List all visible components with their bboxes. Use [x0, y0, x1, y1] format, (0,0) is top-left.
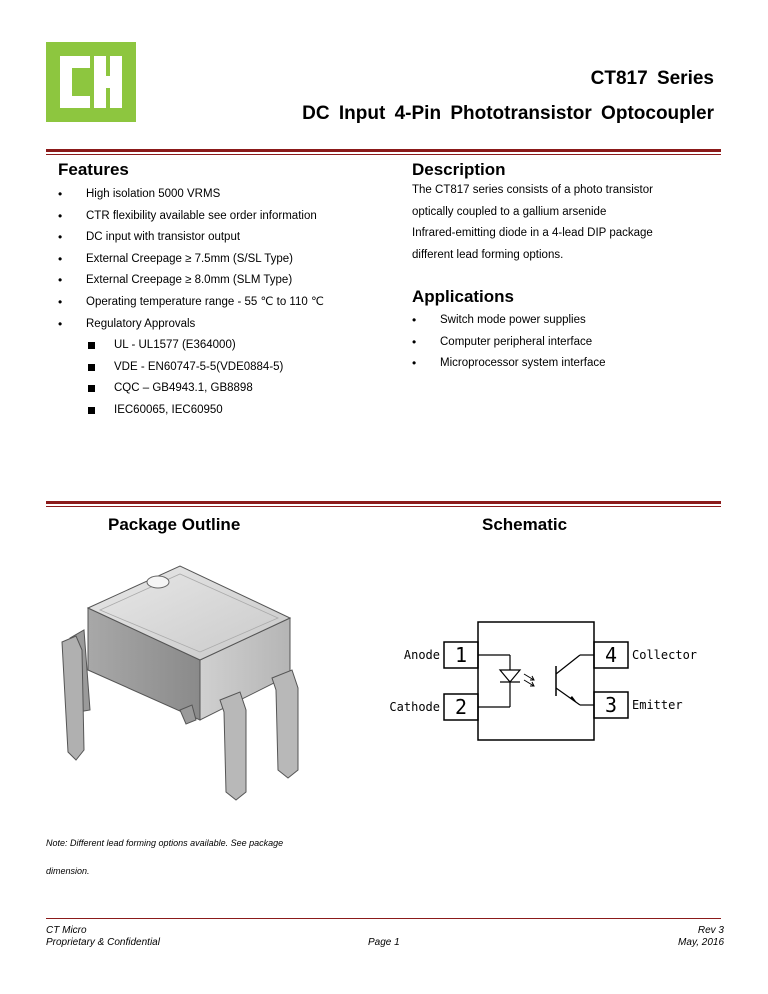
list-item: • High isolation 5000 VRMS — [58, 187, 221, 201]
list-item: IEC60065, IEC60950 — [74, 400, 394, 422]
description-heading: Description — [412, 160, 506, 179]
header-rule — [46, 149, 721, 152]
document-subtitle: DC Input 4-Pin Phototransistor Optocoupler — [302, 103, 714, 124]
package-outline-heading: Package Outline — [108, 515, 241, 534]
applications-list — [400, 310, 730, 375]
footer-date: May, 2016 — [678, 937, 724, 948]
list-item: • CTR flexibility available see order information — [58, 208, 317, 223]
mid-rule — [46, 501, 721, 504]
package-illustration — [40, 560, 340, 830]
list-item: VDE - EN60747-5-5(VDE0884-5) — [74, 357, 394, 379]
list-item: UL - UL1577 (E364000) — [74, 335, 394, 357]
footer-rule — [46, 918, 721, 919]
pin-number-2: 2 — [454, 695, 468, 719]
pin-label-collector: Collector — [632, 648, 698, 662]
description-line: Infrared-emitting diode in a 4-lead DIP package — [412, 227, 653, 240]
description-line: The CT817 series consists of a photo transistor — [412, 184, 653, 196]
list-item: • Computer peripheral interface — [412, 334, 593, 349]
description-line: different lead forming options. — [412, 248, 564, 261]
company-logo — [46, 42, 136, 122]
pin-label-emitter: Emitter — [632, 698, 683, 712]
package-note-line2: dimension. — [46, 866, 90, 876]
footer-page: Page 1 — [368, 937, 400, 948]
list-item: • Regulatory Approvals — [58, 316, 196, 331]
pin-number-4: 4 — [604, 643, 618, 667]
features-list — [46, 184, 386, 335]
list-item: • Switch mode power supplies — [412, 313, 586, 327]
schematic-diagram — [370, 618, 730, 748]
footer-rev: Rev 3 — [697, 925, 724, 936]
document-title: CT817 Series — [590, 68, 714, 89]
list-item: • Microprocessor system interface — [412, 356, 606, 371]
list-item: • External Creepage ≥ 8.0mm (SLM Type) — [58, 273, 293, 288]
pin-label-anode: Anode — [403, 648, 440, 662]
footer-company: CT Micro — [46, 925, 87, 936]
pin-number-3: 3 — [604, 693, 618, 717]
mid-rule-thin — [46, 506, 721, 507]
pin-label-cathode: Cathode — [389, 700, 440, 714]
list-item: • DC input with transistor output — [58, 230, 241, 245]
package-note-line1: Note: Different lead forming options available. See package — [46, 838, 284, 848]
approvals-list — [74, 335, 394, 421]
schematic-heading: Schematic — [482, 515, 568, 534]
footer-confidential: Proprietary & Confidential — [46, 937, 160, 948]
header-rule-thin — [46, 154, 721, 155]
description-text — [412, 180, 732, 266]
features-heading: Features — [58, 160, 129, 179]
description-line: optically coupled to a gallium arsenide — [412, 205, 607, 218]
list-item: • Operating temperature range - 55 ℃ to 110 ℃ — [58, 294, 324, 309]
footer-left — [46, 925, 160, 949]
list-item: • External Creepage ≥ 7.5mm (S/SL Type) — [58, 251, 294, 266]
applications-heading: Applications — [412, 287, 515, 306]
list-item: CQC – GB4943.1, GB8898 — [74, 378, 394, 400]
pin-number-1: 1 — [454, 643, 468, 667]
footer-right — [678, 925, 724, 949]
